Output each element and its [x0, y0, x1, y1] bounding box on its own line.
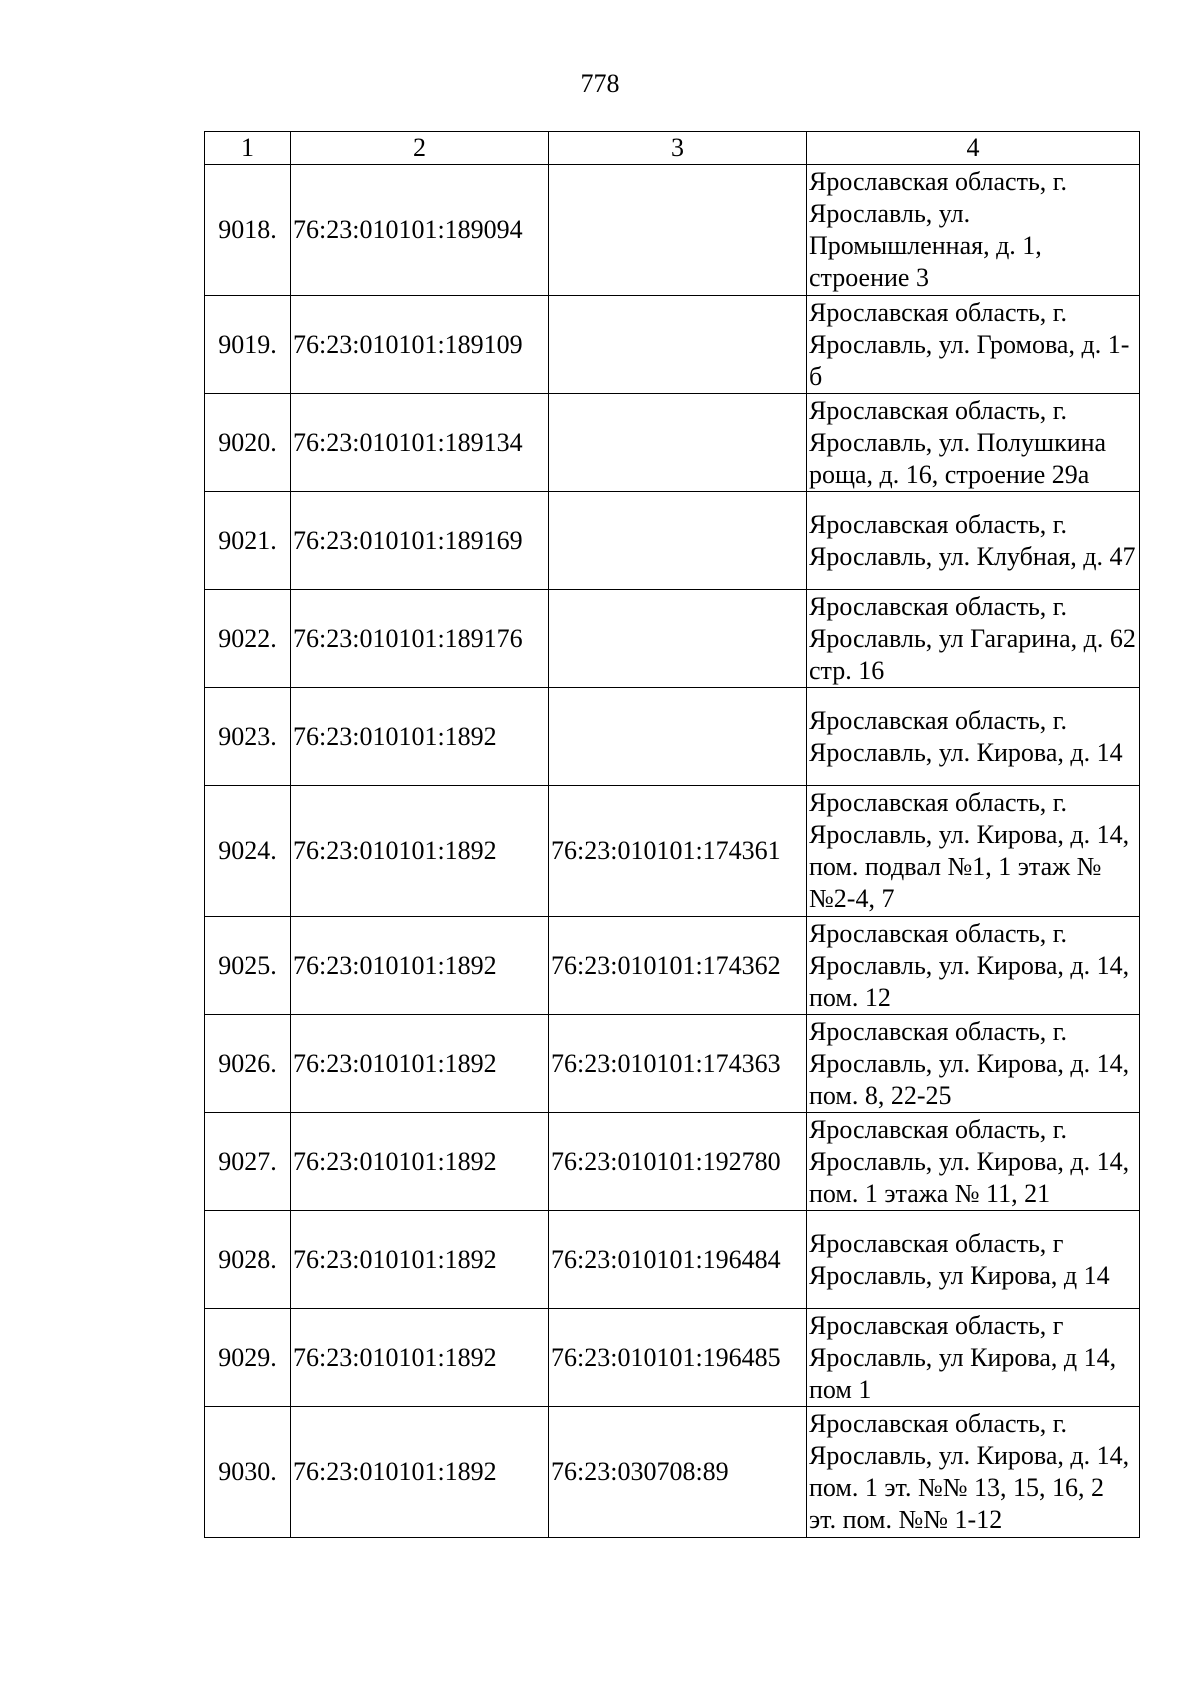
address-cell: Ярославская область, г Ярославль, ул Кирова, д 14, пом 1 — [807, 1309, 1140, 1407]
cadastral-number-cell: 76:23:010101:1892 — [291, 688, 549, 786]
table-row — [205, 1407, 1140, 1538]
row-number-cell: 9025. — [205, 917, 291, 1015]
cadastral-number-cell: 76:23:010101:1892 — [291, 786, 549, 917]
cadastral-number-cell: 76:23:010101:189176 — [291, 590, 549, 688]
related-cadastral-number-cell — [549, 296, 807, 394]
related-cadastral-number-cell: 76:23:010101:174361 — [549, 786, 807, 917]
table-row — [205, 1211, 1140, 1309]
row-number-cell: 9029. — [205, 1309, 291, 1407]
header-cell-2: 2 — [291, 132, 549, 165]
cadastral-number-cell: 76:23:010101:189094 — [291, 165, 549, 296]
row-number-cell: 9026. — [205, 1015, 291, 1113]
related-cadastral-number-cell: 76:23:010101:196485 — [549, 1309, 807, 1407]
address-cell: Ярославская область, г. Ярославль, ул. Кирова, д. 14, пом. 8, 22-25 — [807, 1015, 1140, 1113]
page-number: 778 — [580, 69, 620, 98]
related-cadastral-number-cell: 76:23:010101:196484 — [549, 1211, 807, 1309]
related-cadastral-number-cell — [549, 492, 807, 590]
row-number-cell: 9024. — [205, 786, 291, 917]
table-row — [205, 1113, 1140, 1211]
row-number-cell: 9019. — [205, 296, 291, 394]
address-cell: Ярославская область, г. Ярославль, ул. Кирова, д. 14, пом. 12 — [807, 917, 1140, 1015]
related-cadastral-number-cell: 76:23:010101:192780 — [549, 1113, 807, 1211]
table-row — [205, 1309, 1140, 1407]
row-number-cell: 9021. — [205, 492, 291, 590]
cadastral-number-cell: 76:23:010101:189109 — [291, 296, 549, 394]
table-row — [205, 1015, 1140, 1113]
address-cell: Ярославская область, г. Ярославль, ул. Клубная, д. 47 — [807, 492, 1140, 590]
related-cadastral-number-cell — [549, 590, 807, 688]
table-row — [205, 296, 1140, 394]
table-row — [205, 492, 1140, 590]
address-cell: Ярославская область, г. Ярославль, ул. Кирова, д. 14, пом. 1 этажа № 11, 21 — [807, 1113, 1140, 1211]
row-number-cell: 9023. — [205, 688, 291, 786]
row-number-cell: 9028. — [205, 1211, 291, 1309]
header-cell-1: 1 — [205, 132, 291, 165]
related-cadastral-number-cell — [549, 165, 807, 296]
table-row — [205, 688, 1140, 786]
cadastral-number-cell: 76:23:010101:1892 — [291, 1309, 549, 1407]
address-cell: Ярославская область, г. Ярославль, ул. Кирова, д. 14 — [807, 688, 1140, 786]
address-cell: Ярославская область, г. Ярославль, ул. Кирова, д. 14, пом. подвал №1, 1 этаж №№2-4, 7 — [807, 786, 1140, 917]
related-cadastral-number-cell: 76:23:030708:89 — [549, 1407, 807, 1538]
table-row — [205, 590, 1140, 688]
related-cadastral-number-cell — [549, 688, 807, 786]
row-number-cell: 9027. — [205, 1113, 291, 1211]
cadastral-number-cell: 76:23:010101:189134 — [291, 394, 549, 492]
row-number-cell: 9030. — [205, 1407, 291, 1538]
row-number-cell: 9018. — [205, 165, 291, 296]
header-cell-4: 4 — [807, 132, 1140, 165]
address-cell: Ярославская область, г. Ярославль, ул. Промышленная, д. 1, строение 3 — [807, 165, 1140, 296]
address-cell: Ярославская область, г. Ярославль, ул. Кирова, д. 14, пом. 1 эт. №№ 13, 15, 16, 2 эт. пом. №№ 1-12 — [807, 1407, 1140, 1538]
table-row — [205, 917, 1140, 1015]
related-cadastral-number-cell: 76:23:010101:174363 — [549, 1015, 807, 1113]
address-cell: Ярославская область, г. Ярославль, ул. Громова, д. 1-б — [807, 296, 1140, 394]
cadastral-number-cell: 76:23:010101:1892 — [291, 1407, 549, 1538]
header-cell-3: 3 — [549, 132, 807, 165]
address-cell: Ярославская область, г. Ярославль, ул. Полушкина роща, д. 16, строение 29а — [807, 394, 1140, 492]
header-row — [205, 132, 1140, 165]
cadastral-number-cell: 76:23:010101:189169 — [291, 492, 549, 590]
cadastral-number-cell: 76:23:010101:1892 — [291, 1113, 549, 1211]
cadastral-number-cell: 76:23:010101:1892 — [291, 1211, 549, 1309]
table-row — [205, 786, 1140, 917]
address-cell: Ярославская область, г. Ярославль, ул Гагарина, д. 62 стр. 16 — [807, 590, 1140, 688]
address-cell: Ярославская область, г Ярославль, ул Кирова, д 14 — [807, 1211, 1140, 1309]
cadastral-number-cell: 76:23:010101:1892 — [291, 917, 549, 1015]
related-cadastral-number-cell — [549, 394, 807, 492]
table-row — [205, 165, 1140, 296]
cadastral-number-cell: 76:23:010101:1892 — [291, 1015, 549, 1113]
row-number-cell: 9022. — [205, 590, 291, 688]
registry-table — [204, 131, 1140, 1538]
row-number-cell: 9020. — [205, 394, 291, 492]
table-row — [205, 394, 1140, 492]
related-cadastral-number-cell: 76:23:010101:174362 — [549, 917, 807, 1015]
